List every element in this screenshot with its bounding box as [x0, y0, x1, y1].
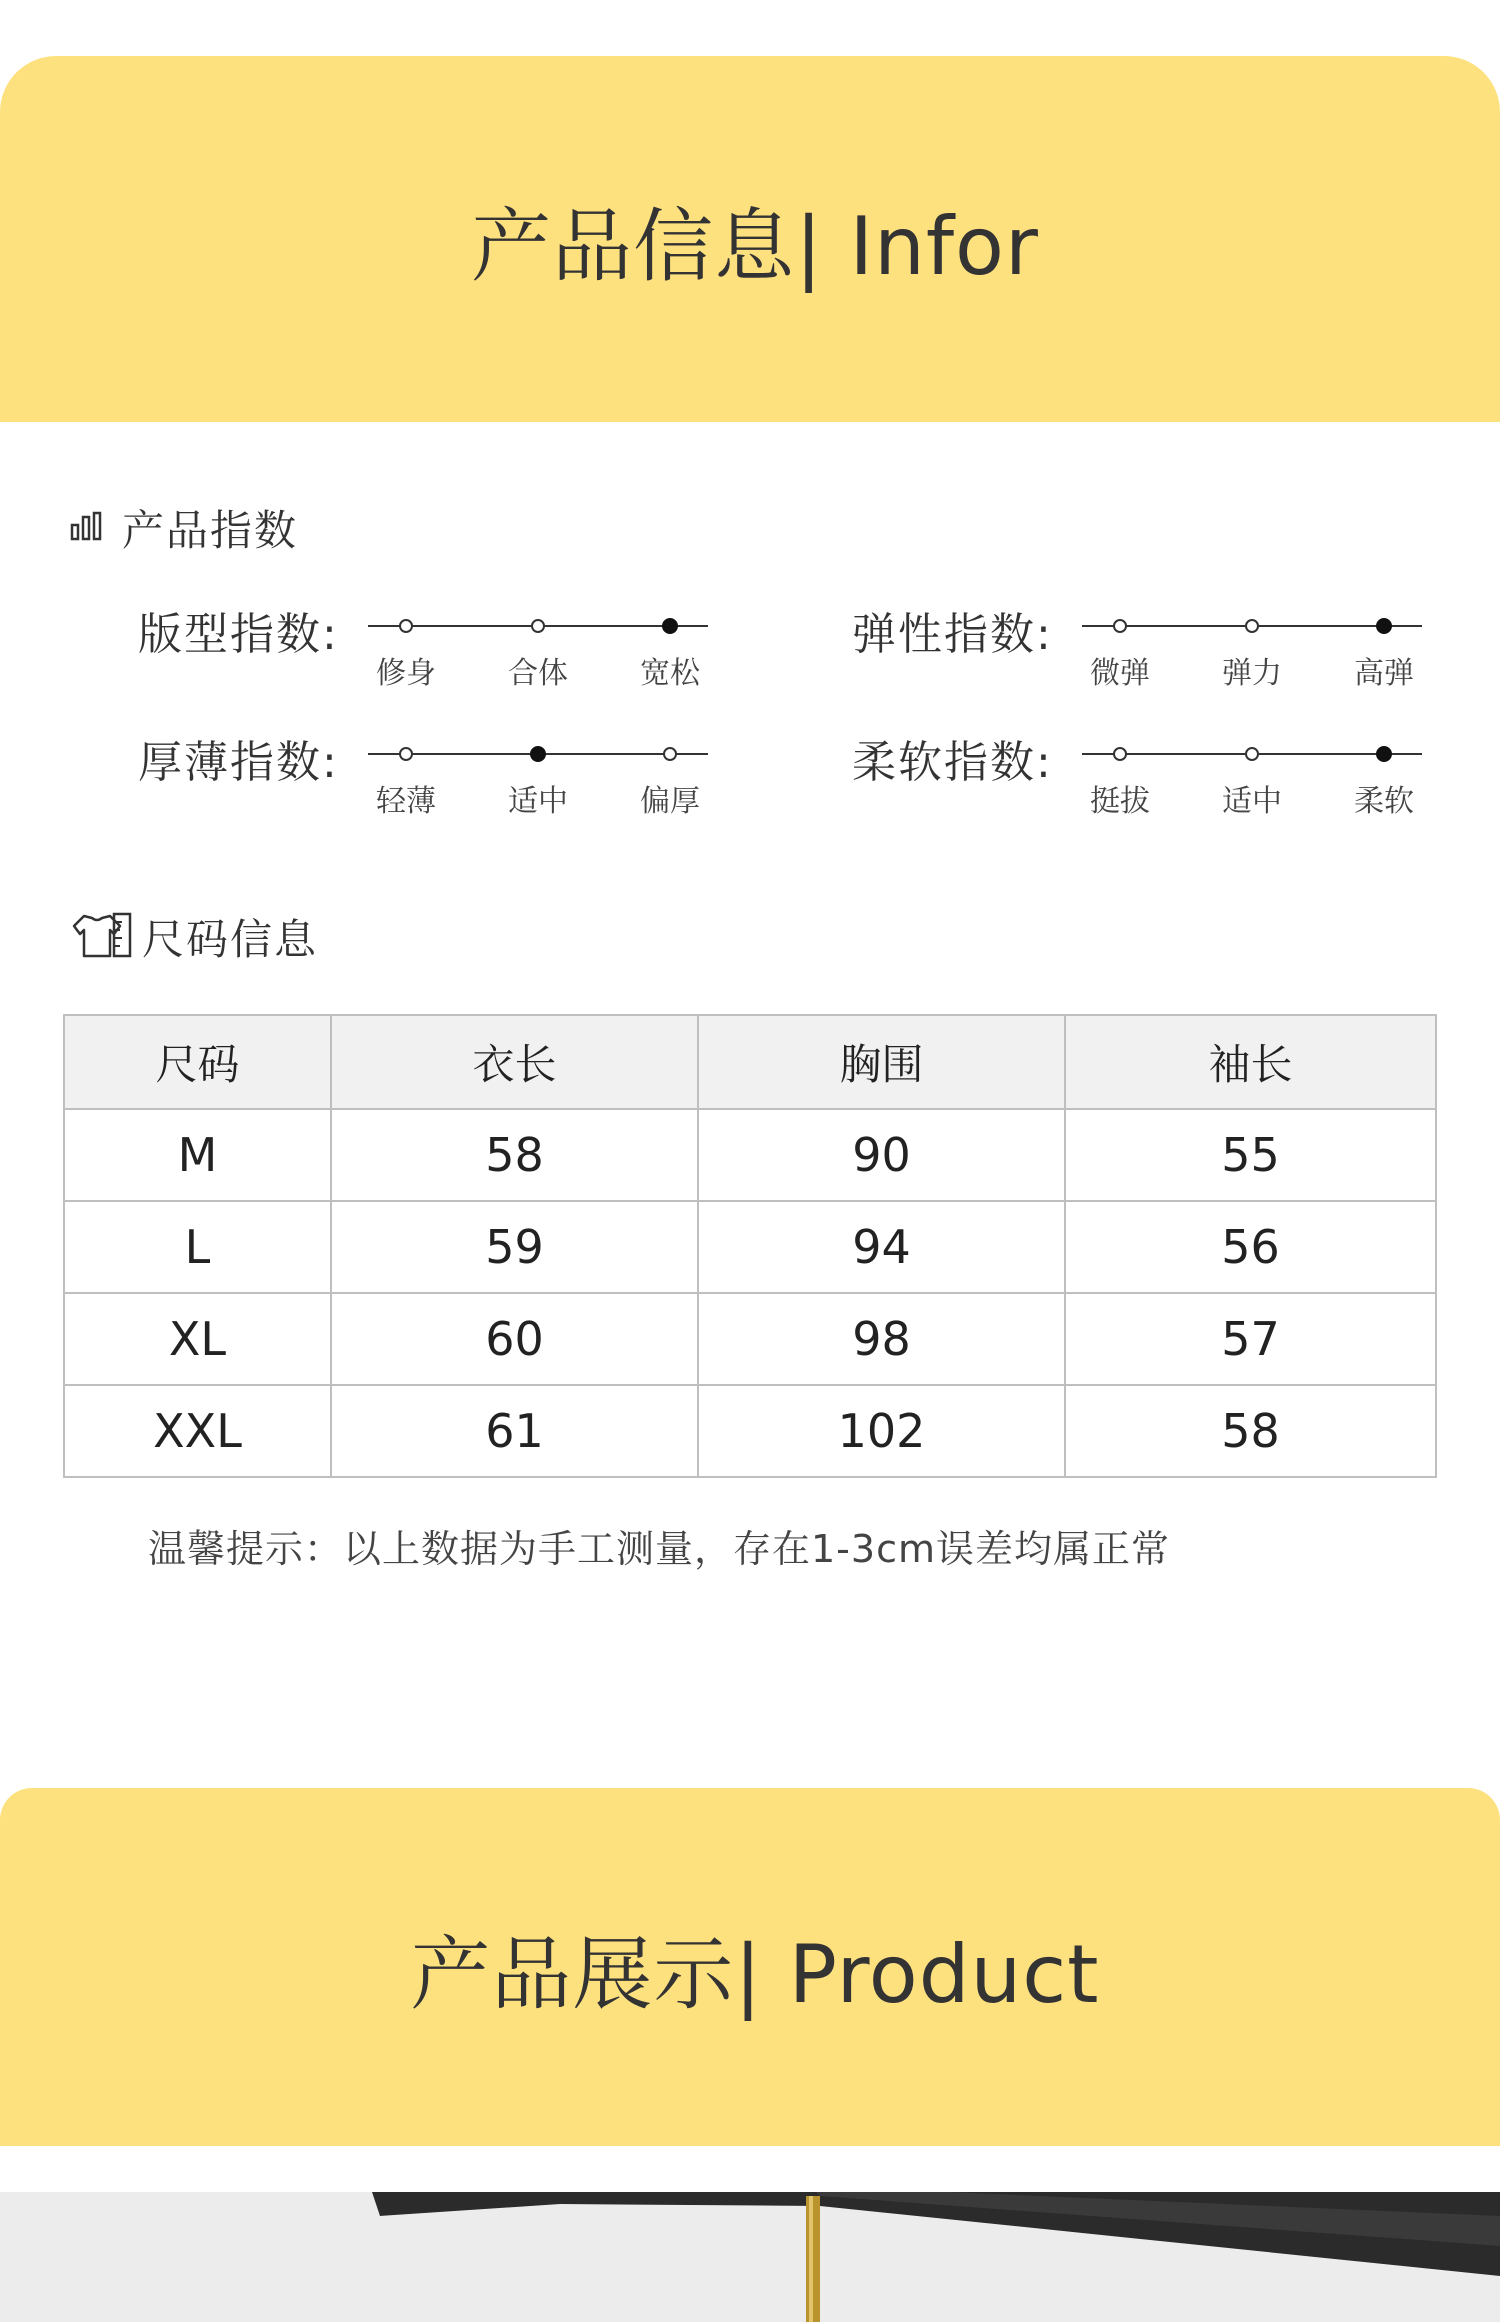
cell-length: 60: [331, 1293, 698, 1385]
cell-bust: 94: [698, 1201, 1065, 1293]
softness-option-dot-0: [1114, 748, 1126, 760]
thickness-index-label: 厚薄指数:: [138, 737, 339, 788]
elasticity-option-dot-2: [1377, 619, 1391, 633]
cell-bust: 98: [698, 1293, 1065, 1385]
product-banner: [0, 1788, 1500, 2146]
table-row: [64, 1201, 1436, 1293]
index-section-title: 产品指数: [122, 506, 299, 555]
info-banner: [0, 56, 1500, 422]
cell-size: L: [64, 1201, 331, 1293]
cell-sleeve: 56: [1065, 1201, 1436, 1293]
thickness-option-dot-2: [664, 748, 676, 760]
thickness-option-dot-1: [531, 747, 545, 761]
softness-option-dot-2: [1377, 747, 1391, 761]
fit-index-scale: [368, 614, 708, 691]
header-bust: 胸围: [698, 1015, 1065, 1109]
elasticity-option-1: 弹力: [1222, 656, 1282, 691]
table-row: [64, 1109, 1436, 1201]
cell-sleeve: 55: [1065, 1109, 1436, 1201]
elasticity-option-0: 微弹: [1090, 656, 1150, 691]
product-banner-title: 产品展示| Product: [410, 1927, 1100, 2021]
softness-option-1: 适中: [1222, 784, 1282, 819]
softness-option-2: 柔软: [1354, 784, 1414, 819]
cell-sleeve: 58: [1065, 1385, 1436, 1477]
size-table: [63, 1014, 1437, 1478]
thickness-option-2: 偏厚: [640, 784, 700, 819]
info-banner-title: 产品信息| Infor: [471, 199, 1039, 293]
table-row: [64, 1293, 1436, 1385]
bar-chart-icon: [70, 511, 104, 545]
shirt-ruler-icon: [70, 910, 134, 964]
cell-length: 61: [331, 1385, 698, 1477]
thickness-option-dot-0: [400, 748, 412, 760]
thickness-option-1: 适中: [508, 784, 568, 819]
elasticity-index-scale: [1082, 614, 1422, 691]
cell-size: XL: [64, 1293, 331, 1385]
cell-length: 59: [331, 1201, 698, 1293]
softness-index-scale: [1082, 742, 1422, 819]
cell-sleeve: 57: [1065, 1293, 1436, 1385]
fit-option-dot-2: [663, 619, 677, 633]
elasticity-option-dot-1: [1246, 620, 1258, 632]
softness-index-label: 柔软指数:: [852, 737, 1053, 788]
fit-option-2: 宽松: [640, 656, 700, 691]
fit-option-dot-0: [400, 620, 412, 632]
cell-size: XXL: [64, 1385, 331, 1477]
header-length: 衣长: [331, 1015, 698, 1109]
index-section-header: [70, 498, 298, 558]
header-size: 尺码: [64, 1015, 331, 1109]
elasticity-option-2: 高弹: [1354, 656, 1414, 691]
fit-index-label: 版型指数:: [138, 609, 339, 660]
table-row: [64, 1385, 1436, 1477]
cell-bust: 90: [698, 1109, 1065, 1201]
elasticity-index-label: 弹性指数:: [852, 609, 1053, 660]
table-header-row: [64, 1015, 1436, 1109]
fit-option-1: 合体: [508, 656, 568, 691]
product-photo: [0, 2186, 1500, 2322]
softness-option-0: 挺拔: [1090, 784, 1150, 819]
thickness-option-0: 轻薄: [376, 784, 436, 819]
thickness-index-scale: [368, 742, 708, 819]
cell-size: M: [64, 1109, 331, 1201]
measurement-note: 温馨提示：以上数据为手工测量，存在1-3cm误差均属正常: [148, 1527, 1170, 1571]
softness-option-dot-1: [1246, 748, 1258, 760]
header-sleeve: 袖长: [1065, 1015, 1436, 1109]
fit-option-dot-1: [532, 620, 544, 632]
size-section-title: 尺码信息: [142, 915, 319, 964]
fit-option-0: 修身: [376, 656, 436, 691]
size-section-header: [70, 907, 318, 967]
elasticity-option-dot-0: [1114, 620, 1126, 632]
cell-length: 58: [331, 1109, 698, 1201]
cell-bust: 102: [698, 1385, 1065, 1477]
